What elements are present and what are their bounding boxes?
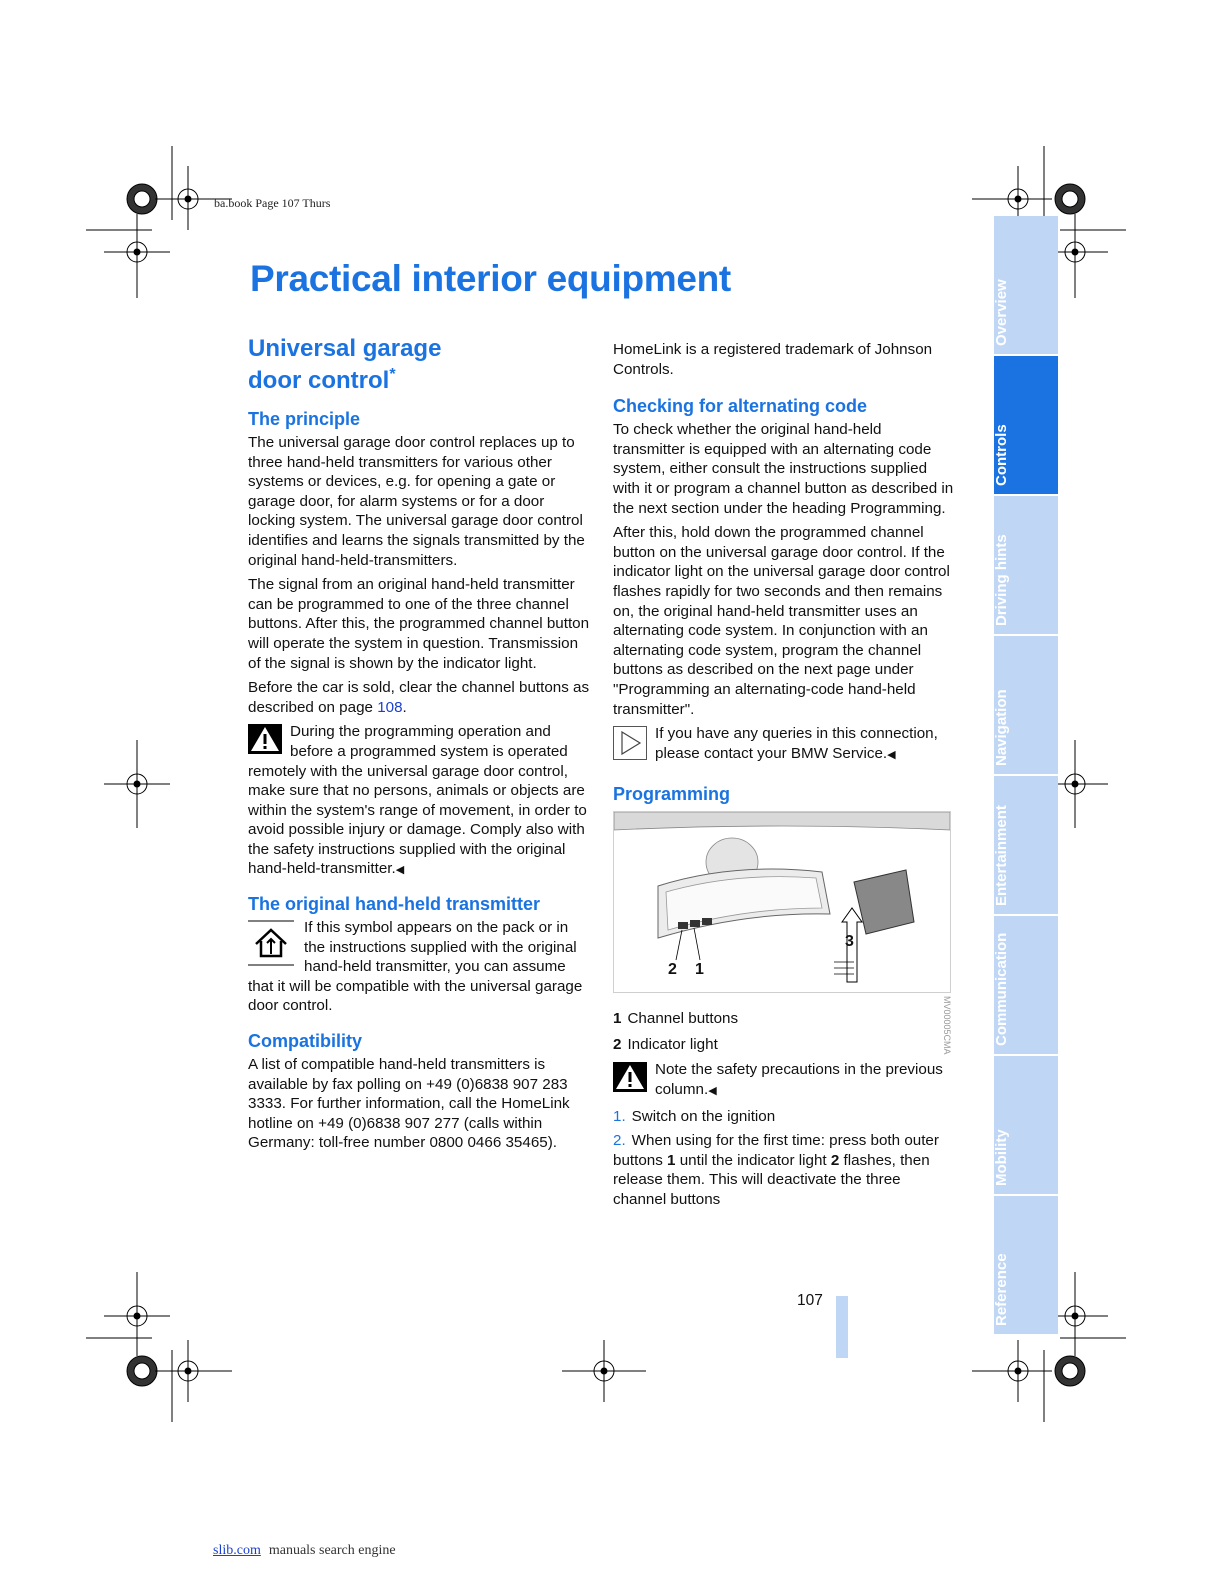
step-number: 1. [613, 1107, 626, 1125]
step-text: flashes, then release them. This will deactivate the three channel buttons [613, 1151, 930, 1209]
note-triangle-icon [613, 726, 647, 760]
alternating-code-heading: Checking for alternating code [613, 396, 868, 417]
principle-paragraph-1: The universal garage door control replaces up to three hand-held transmitters for various other systems or devices, e.g. for opening a gate or garage door, for alarm systems or for a door locking system. The universal garage door control identifies and learns the signals transmitted by the original hand-held-transmitters. [248, 434, 585, 569]
programming-heading: Programming [613, 784, 731, 805]
alternating-paragraph-1: To check whether the original hand-held transmitter is equipped with an alternating code system, either consult the instructions supplied with it or program a channel button as described in the next section under the heading Programming. [613, 421, 954, 517]
tab-label: Mobility [993, 1129, 1010, 1186]
step-number: 2. [613, 1132, 626, 1150]
right-column [613, 340, 955, 1215]
principle-paragraph-3 [248, 678, 590, 717]
figure-label-1: 1 [695, 961, 704, 979]
safety-note-block [613, 1060, 955, 1101]
left-column [248, 336, 590, 1158]
section-title [248, 336, 590, 394]
figure-code: MV00005CMA [942, 996, 952, 1055]
tab-mobility[interactable] [994, 1056, 1058, 1194]
legend-number: 2 [613, 1035, 622, 1053]
tab-label: Driving hints [993, 534, 1010, 626]
page-number: 107 [797, 1292, 823, 1309]
footer [213, 1543, 396, 1559]
principle-heading: The principle [248, 409, 361, 429]
tab-driving-hints[interactable] [994, 496, 1058, 634]
tab-reference[interactable] [994, 1196, 1058, 1334]
trademark-text: HomeLink is a registered trademark of Johnson Controls. [613, 341, 933, 378]
end-mark: ◀ [395, 864, 405, 877]
page-link-108[interactable]: 108 [377, 698, 403, 716]
tab-label: Reference [993, 1253, 1010, 1326]
section-title-line1: Universal garage [248, 335, 442, 362]
legend-item [613, 1035, 955, 1055]
tab-label: Navigation [993, 689, 1010, 766]
legend-text: Indicator light [627, 1035, 718, 1053]
step-bold-ref: 2 [830, 1151, 840, 1169]
safety-note-text: Note the safety precautions in the previous column. [655, 1061, 943, 1099]
step-bold-ref: 1 [667, 1151, 676, 1169]
note-block [613, 724, 955, 765]
figure-label-3: 3 [845, 933, 854, 951]
homelink-icon [248, 920, 294, 966]
alternating-paragraph-2: After this, hold down the programmed channel button on the universal garage door control. If the indicator light on the universal garage door control flashes rapidly for two seconds and then remains on, the original hand-held transmitter uses an alternating code system. In conjunction with an alternating code system, program the channel buttons as described on the next page under "Programming an alternating-code hand-held transmitter". [613, 524, 950, 718]
figure-label-2: 2 [668, 961, 677, 979]
tab-label: Entertainment [993, 805, 1010, 906]
tab-label: Controls [993, 424, 1010, 486]
homelink-note [248, 918, 590, 1016]
principle-paragraph-2: The signal from an original hand-held transmitter can be programmed to one of the three channel buttons. After this, the programmed channel button will operate the system in question. Transmission of the signal is shown by the indicator light. [248, 576, 590, 672]
section-title-line2: door control [248, 367, 390, 394]
header-stamp: ba.book Page 107 Thurs [214, 196, 331, 210]
tab-navigation[interactable] [994, 636, 1058, 774]
legend-item [613, 1009, 955, 1029]
original-transmitter-heading: The original hand-held transmitter [248, 894, 541, 915]
original-transmitter-text: If this symbol appears on the pack or in the instructions supplied with the original hand-held transmitter, you can assume that it will be compatible with the universal garage door control. [248, 919, 583, 1015]
tab-communication[interactable] [994, 916, 1058, 1054]
page-number-bar [836, 1296, 848, 1358]
note-text: If you have any queries in this connection, please contact your BMW Service. [655, 725, 938, 762]
warning-icon [248, 724, 282, 754]
safety-end-mark: ◀ [708, 1085, 717, 1098]
step-text: until the indicator light [675, 1151, 831, 1169]
step-text: Switch on the ignition [631, 1107, 776, 1125]
legend-number: 1 [613, 1010, 622, 1028]
step-text: When using for the first time: press both outer buttons [613, 1132, 939, 1169]
tab-label: Overview [993, 279, 1010, 346]
warning-icon [613, 1062, 647, 1092]
tab-entertainment[interactable] [994, 776, 1058, 914]
footer-text: manuals search engine [268, 1543, 396, 1558]
tab-overview[interactable] [994, 216, 1058, 354]
footer-brand-link[interactable]: slib.com [213, 1543, 261, 1558]
chapter-tabs [994, 216, 1058, 1336]
tab-label: Communication [993, 932, 1010, 1046]
principle-p3-text: Before the car is sold, clear the channel buttons as described on page [248, 679, 590, 716]
mirror-illustration [613, 811, 951, 993]
section-title-star: * [389, 366, 396, 383]
page-title: Practical interior equipment [250, 258, 731, 299]
compatibility-text: A list of compatible hand-held transmitters is available by fax polling on +49 (0)6838 907 283 3333. For further information, call the HomeLink hotline on +49 (0)6838 907 277 (calls within Germany: toll-free number 0800 0466 35465). [248, 1056, 570, 1152]
note-end-mark: ◀ [887, 748, 896, 761]
warning-block [248, 722, 590, 881]
legend-text: Channel buttons [627, 1010, 739, 1028]
step-2 [613, 1131, 955, 1209]
step-1 [613, 1107, 955, 1127]
mirror-drawing [614, 812, 950, 992]
warning-text: During the programming operation and before a programmed system is operated remotely with the universal garage door control, make sure that no persons, animals or objects are within the system's range of movement, in order to avoid possible injury or damage. Comply also with the safety instructions supplied with the original hand-held-transmitter. [248, 723, 587, 878]
principle-p3-end: . [402, 698, 407, 716]
tab-controls[interactable] [994, 356, 1058, 494]
compatibility-heading: Compatibility [248, 1031, 363, 1052]
